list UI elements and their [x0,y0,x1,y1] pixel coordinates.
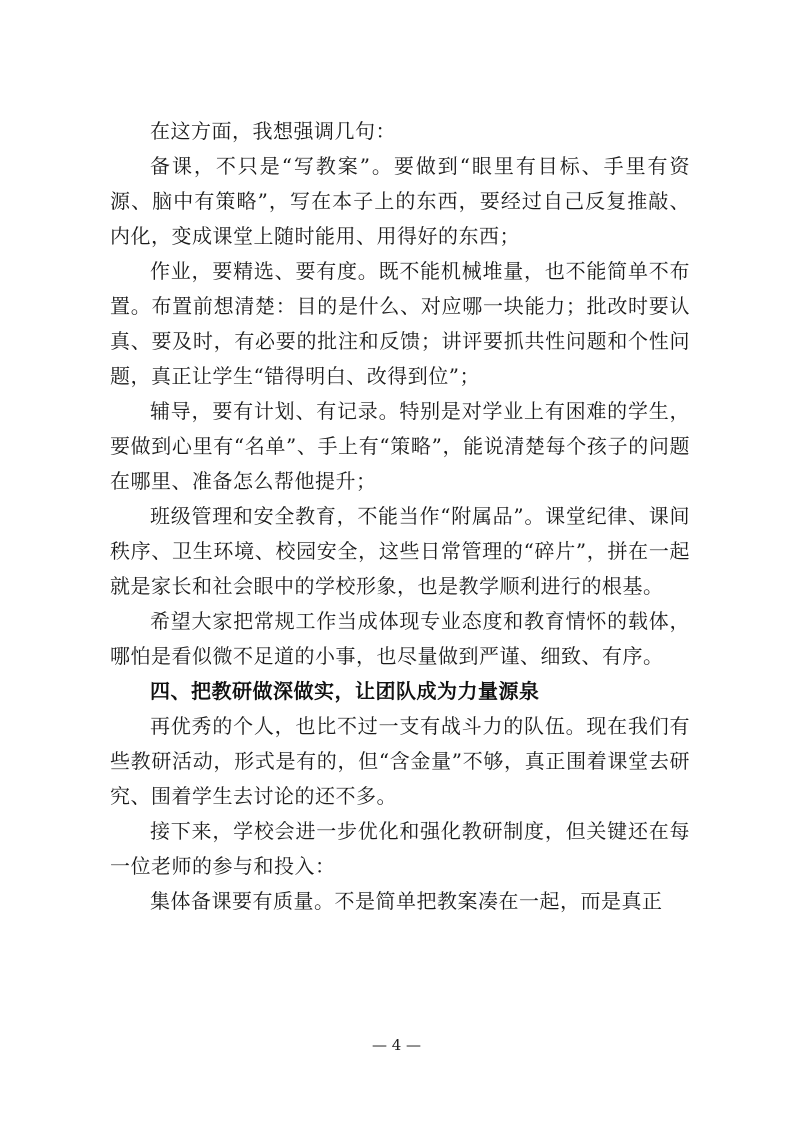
paragraph-class-management: 班级管理和安全教育，不能当作“附属品”。课堂纪律、课间秩序、卫生环境、校园安全，这些日常管理的“碎片”，拼在一起就是家长和社会眼中的学校形象，也是教学顺利进行的根基。 [110,504,690,598]
document-body [110,114,690,919]
paragraph-intro: 在这方面，我想强调几句： [150,119,396,143]
paragraph-team: 再优秀的个人，也比不过一支有战斗力的队伍。现在我们有些教研活动，形式是有的，但“含金量”不够，真正围着课堂去研究、围着学生去讨论的还不多。 [110,714,690,808]
paragraph-lesson-prep: 备课，不只是“写教案”。要做到“眼里有目标、手里有资源、脑中有策略”，写在本子上的东西，要经过自己反复推敲、内化，变成课堂上随时能用、用得好的东西； [110,154,690,248]
paragraph-collective-prep: 集体备课要有质量。不是简单把教案凑在一起，而是真正 [150,889,663,913]
paragraph-research-system: 接下来，学校会进一步优化和强化教研制度，但关键还在每一位老师的参与和投入： [110,819,690,878]
paragraph-routine-work: 希望大家把常规工作当成体现专业态度和教育情怀的载体，哪怕是看似微不足道的小事，也尽量做到严谨、细致、有序。 [110,609,690,668]
paragraph-tutoring: 辅导，要有计划、有记录。特别是对学业上有困难的学生，要做到心里有“名单”、手上有“策略”，能说清楚每个孩子的问题在哪里、准备怎么帮他提升； [110,399,690,493]
section-heading: 四、把教研做深做实，让团队成为力量源泉 [150,679,540,703]
paragraph-homework: 作业，要精选、要有度。既不能机械堆量，也不能简单不布置。布置前想清楚：目的是什么、对应哪一块能力；批改时要认真、要及时，有必要的批注和反馈；讲评要抓共性问题和个性问题，真正让学生“错得明白、改得到位”； [110,259,690,388]
page-number: — 4 — [371,1036,422,1054]
